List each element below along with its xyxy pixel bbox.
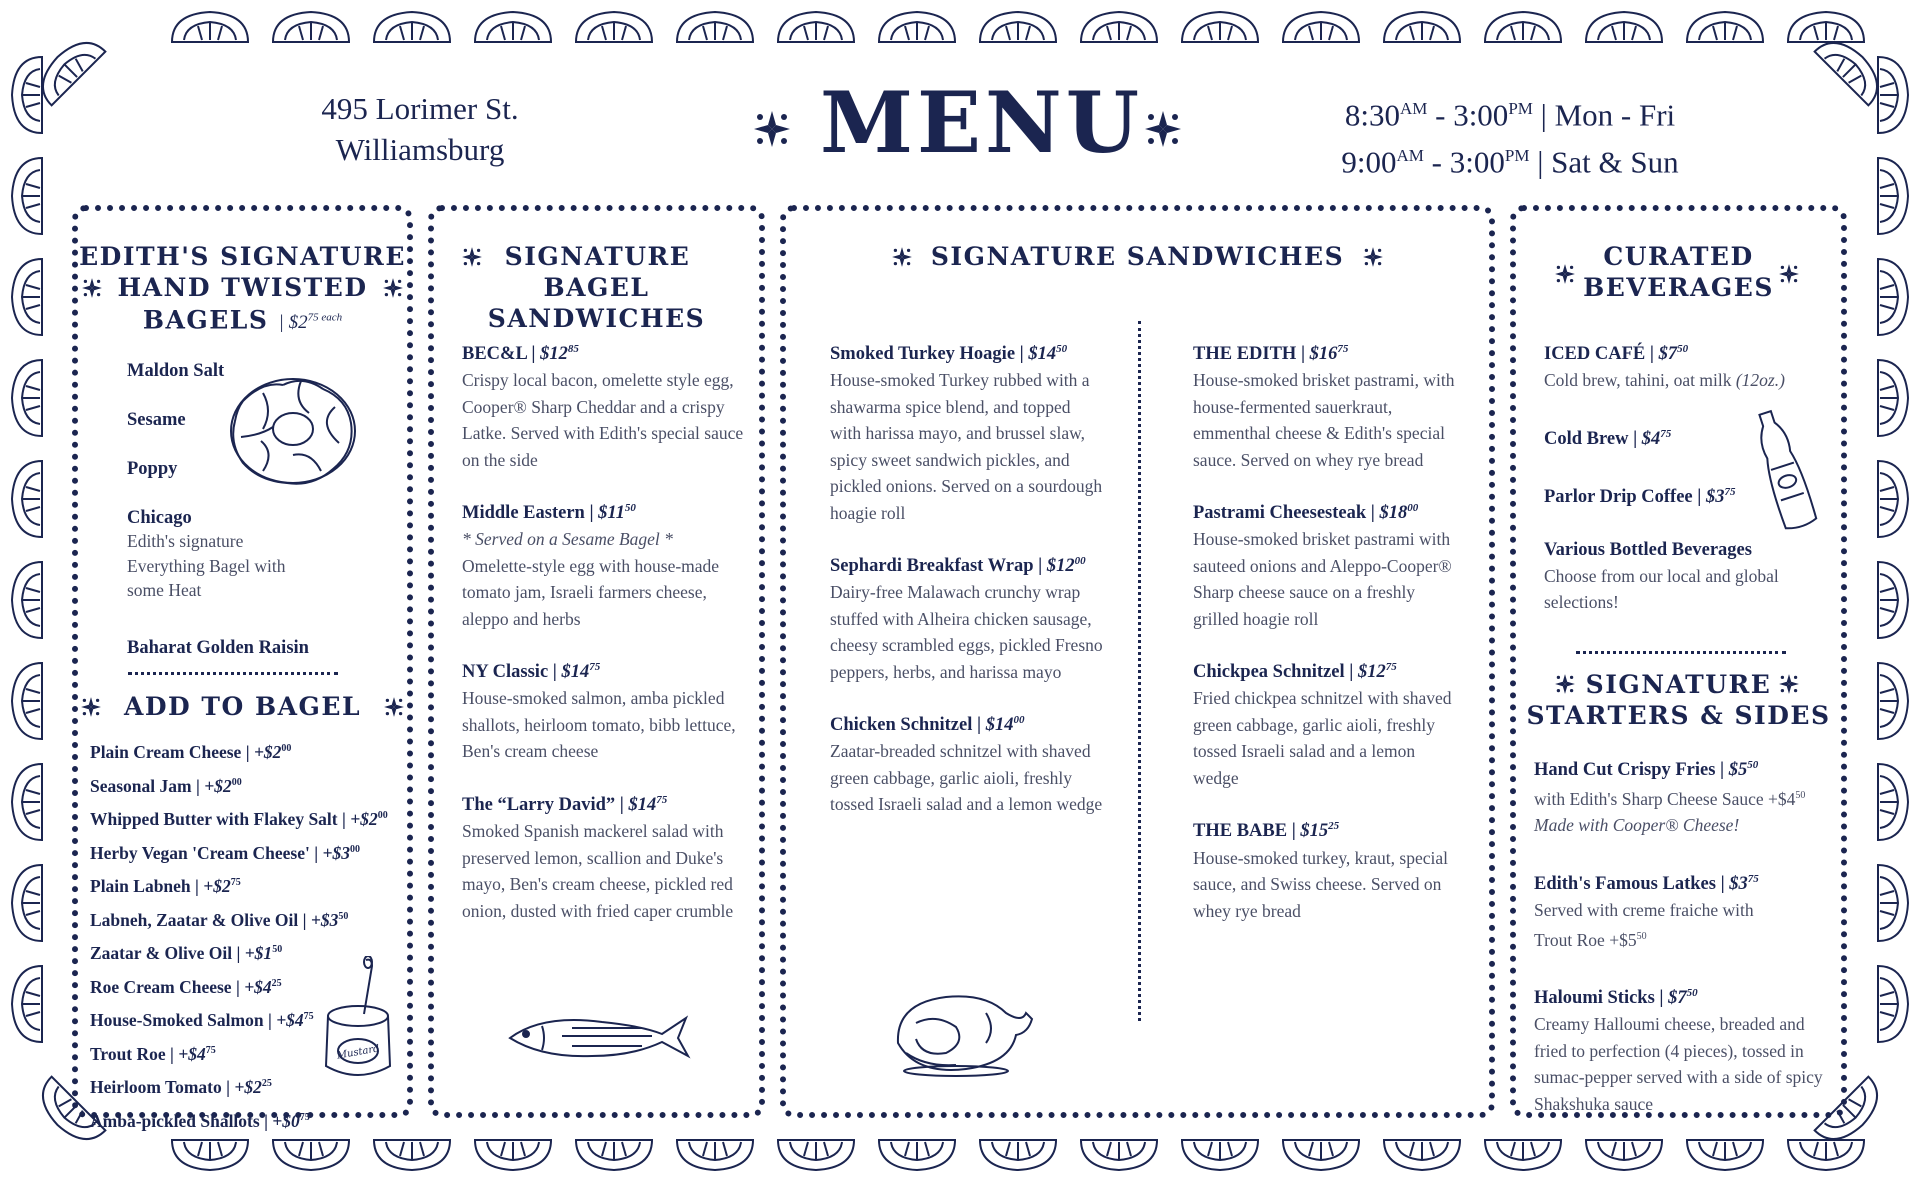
opening-hours [1290,88,1730,183]
border-ornament [1878,158,1908,234]
bagel-item-desc: Edith's signature Everything Bagel with some Heat [127,531,286,600]
menu-item: Middle Eastern | $\$11^{50}$ * Served on a Sesame Bagel * Omelette-style egg with house-made tomato jam, Israeli farmers cheese, aleppo and herbs [462,502,720,629]
beverages-title: CURATED BEVERAGES [1516,241,1841,303]
bagel-item: Sesame [127,410,186,430]
add-on-item: Heirloom Tomato | $+\$2^{25}$ [90,1077,272,1098]
add-on-item: Plain Cream Cheese | $+\$2^{00}$ [90,741,292,762]
add-on-item: Amba-pickled Shallots | $+\$0^{75}$ [90,1110,310,1131]
snowflake-ornament-icon [1362,246,1384,268]
snowflake-ornament-icon [383,696,405,718]
border-ornament [12,562,42,638]
starter-item: Haloumi Sticks | $\$7^{50}$ Creamy Halloumi cheese, breaded and fried to perfection (4 pieces), tossed in sumac-pepper served with a side of spicy Shakshuka sauce [1534,986,1823,1114]
address-line-2: Williamsburg [335,132,505,167]
border-ornament [1878,764,1908,840]
bagels-title: EDITH'S SIGNATURE HAND TWISTED BAGELS | $\$2^{75 each}$ [79,242,406,335]
menu-item: Chickpea Schnitzel | $\$12^{75}$ Fried chickpea schnitzel with shaved green cabbage, garlic aioli, freshly tossed Israeli salad and a lemon wedge [1193,661,1452,788]
border-ornament [12,360,42,436]
menu-item: THE BABE | $\$15^{25}$ House-smoked turkey, kraut, special sauce, and Swiss cheese. Served on whey rye bread [1193,820,1448,921]
snowflake-ornament-icon [382,277,404,299]
snowflake-ornament-icon [1554,673,1576,695]
border-ornament [1485,1140,1561,1170]
menu-title: MENU [820,73,1144,172]
add-on-item: Plain Labneh | $+\$2^{75}$ [90,875,241,896]
menu-item: Pastrami Cheesesteak | $\$18^{00}$ House-smoked brisket pastrami with sauteed onions and Aleppo-Cooper® Sharp cheese sauce on a freshly grilled hoagie roll [1193,502,1452,629]
border-ornament [273,12,349,42]
border-ornament [12,57,42,133]
border-ornament [1182,12,1258,42]
bagel-sandwiches-panel [428,205,765,1118]
bagel-item: Maldon Salt [127,361,225,381]
border-ornament [1586,1140,1662,1170]
border-ornament [1485,12,1561,42]
address [280,88,560,170]
add-on-item: Roe Cream Cheese | $+\$4^{25}$ [90,976,282,997]
border-ornament [12,966,42,1042]
menu-item: THE EDITH | $\$16^{75}$ House-smoked brisket pastrami, with house-fermented sauerkraut, emmenthal cheese & Edith's special sauce. Served on whey rye bread [1193,343,1455,470]
border-ornament [12,865,42,941]
border-ornament [12,764,42,840]
border-ornament [1687,1140,1763,1170]
add-on-item: Labneh, Zaatar & Olive Oil | $+\$3^{50}$ [90,909,349,930]
section-divider [1576,651,1786,654]
snowflake-ornament-icon [1778,263,1800,285]
bagel-item: Poppy [127,459,178,479]
starter-item: Edith's Famous Latkes | $\$3^{75}$ Served with creme fraiche with Trout Roe $+\$5^{50}$ [1534,872,1759,950]
menu-item: Chicken Schnitzel | $\$14^{00}$ Zaatar-breaded schnitzel with shaved green cabbage, garlic aioli, freshly tossed Israeli salad and a lemon wedge [830,714,1103,815]
starters-title: SIGNATURE STARTERS & SIDES [1526,670,1831,730]
border-ornament [879,1140,955,1170]
snowflake-ornament-icon [81,277,103,299]
snowflake-ornament-icon [461,246,483,268]
hours-weekend: $9:00^{AM}$ - $3:00^{PM}$ | Sat & Sun [1341,144,1679,180]
snowflake-ornament-icon [1143,109,1183,149]
border-ornament [677,12,753,42]
border-ornament [1878,966,1908,1042]
border-ornament [1878,663,1908,739]
border-ornament [475,12,551,42]
twisted-bagel-illustration [223,371,363,491]
roast-chicken-illustration [886,983,1036,1078]
border-ornament [172,12,248,42]
border-ornament [1283,12,1359,42]
border-ornament [1878,360,1908,436]
hours-weekday: $8:30^{AM}$ - $3:00^{PM}$ | Mon - Fri [1344,97,1676,133]
sandwiches-left-column [830,336,1105,818]
border-ornament [12,461,42,537]
signature-sandwiches-title: SIGNATURE SANDWICHES [786,241,1489,272]
bagel-sandwiches-title: SIGNATURE BAGEL SANDWICHES [434,241,759,334]
border-ornament [1081,1140,1157,1170]
menu-item: Sephardi Breakfast Wrap | $\$12^{00}$ Dairy-free Malawach crunchy wrap stuffed with Alheira chicken sausage, cheesy scrambled eggs, pickled Fresno peppers, herbs, and harissa mayo [830,555,1103,682]
border-ornament [1788,12,1864,42]
add-on-item: Seasonal Jam | $+\$2^{00}$ [90,775,242,796]
beverage-item: Cold Brew | $\$4^{75}$ [1544,427,1672,449]
add-on-item: Whipped Butter with Flakey Salt | $+\$2^{00}$ [90,808,388,829]
border-ornament [1384,1140,1460,1170]
menu-item: NY Classic | $\$14^{75}$ House-smoked salmon, amba pickled shallots, heirloom tomato, bibb lettuce, Ben's cream cheese [462,661,736,762]
bagel-item: Chicago [127,508,192,528]
border-ornament [12,259,42,335]
menu-item: Smoked Turkey Hoagie | $\$14^{50}$ House-smoked Turkey rubbed with a shawarma spice blend, and topped with harissa mayo, and brussel slaw, spicy sweet sandwich pickles, and pickled onions. Served on a sourdough hoagie roll [830,343,1103,523]
sandwiches-right-column [1193,336,1458,924]
border-ornament [576,12,652,42]
signature-sandwiches-panel [780,205,1495,1118]
mustard-jar-label: Mustard [336,1043,381,1062]
border-ornament [273,1140,349,1170]
border-ornament [172,1140,248,1170]
border-ornament [980,1140,1056,1170]
snowflake-ornament-icon [80,696,102,718]
border-ornament [778,12,854,42]
snowflake-ornament-icon [1778,673,1800,695]
beverage-item: ICED CAFÉ | $\$7^{50}$ Cold brew, tahini, oat milk (12oz.) [1544,343,1785,391]
add-on-item: Trout Roe | $+\$4^{75}$ [90,1043,216,1064]
border-ornament [1687,12,1763,42]
section-divider [128,672,338,675]
border-ornament [1384,12,1460,42]
border-ornament [778,1140,854,1170]
column-divider [1138,321,1141,1021]
border-ornament [1182,1140,1258,1170]
mustard-jar-illustration [318,956,398,1081]
border-ornament [980,12,1056,42]
snowflake-ornament-icon [1554,263,1576,285]
snowflake-ornament-icon [752,109,792,149]
bagels-panel [72,205,413,1131]
border-ornament [374,12,450,42]
fish-illustration [502,1006,692,1066]
border-ornament [12,158,42,234]
border-ornament [1878,57,1908,133]
border-ornament [1878,461,1908,537]
border-ornament [576,1140,652,1170]
address-line-1: 495 Lorimer St. [321,91,519,126]
border-ornament [1878,865,1908,941]
border-ornament [374,1140,450,1170]
menu-item: The “Larry David” | $\$14^{75}$ Smoked Spanish mackerel salad with preserved lemon, scallion and Duke's mayo, Ben's cream cheese, pickled red onion, dusted with fried caper crumble [462,793,734,921]
border-ornament [1788,1140,1864,1170]
bagel-price: | $\$2^{75 each}$ [278,312,343,334]
add-on-item: Herby Vegan 'Cream Cheese' | $+\$3^{00}$ [90,842,360,863]
border-ornament [1878,259,1908,335]
add-on-item: Zaatar & Olive Oil | $+\$1^{50}$ [90,943,283,964]
soda-bottle-illustration [1744,406,1824,536]
add-on-item: House-Smoked Salmon | $+\$4^{75}$ [90,1010,314,1031]
menu-item: BEC&L | $\$12^{85}$ Crispy local bacon, omelette style egg, Cooper® Sharp Cheddar and a crispy Latke. Served with Edith's special sauce on the side [462,343,744,470]
bagel-item: Baharat Golden Raisin [127,638,309,658]
border-ornament [1586,12,1662,42]
border-ornament [879,12,955,42]
border-ornament [1283,1140,1359,1170]
beverages-starters-panel [1510,205,1847,1118]
border-ornament [12,663,42,739]
starter-item: Hand Cut Crispy Fries | $\$5^{50}$ with Edith's Sharp Cheese Sauce $+\$4^{50}$ Made with Cooper® Cheese! [1534,759,1806,836]
border-ornament [1878,562,1908,638]
beverage-item: Various Bottled Beverages Choose from our local and global selections! [1544,539,1779,613]
add-to-bagel-title: ADD TO BAGEL [78,691,407,722]
border-ornament [1081,12,1157,42]
snowflake-ornament-icon [891,246,913,268]
border-ornament [475,1140,551,1170]
beverage-item: Parlor Drip Coffee | $\$3^{75}$ [1544,485,1736,507]
border-ornament [677,1140,753,1170]
